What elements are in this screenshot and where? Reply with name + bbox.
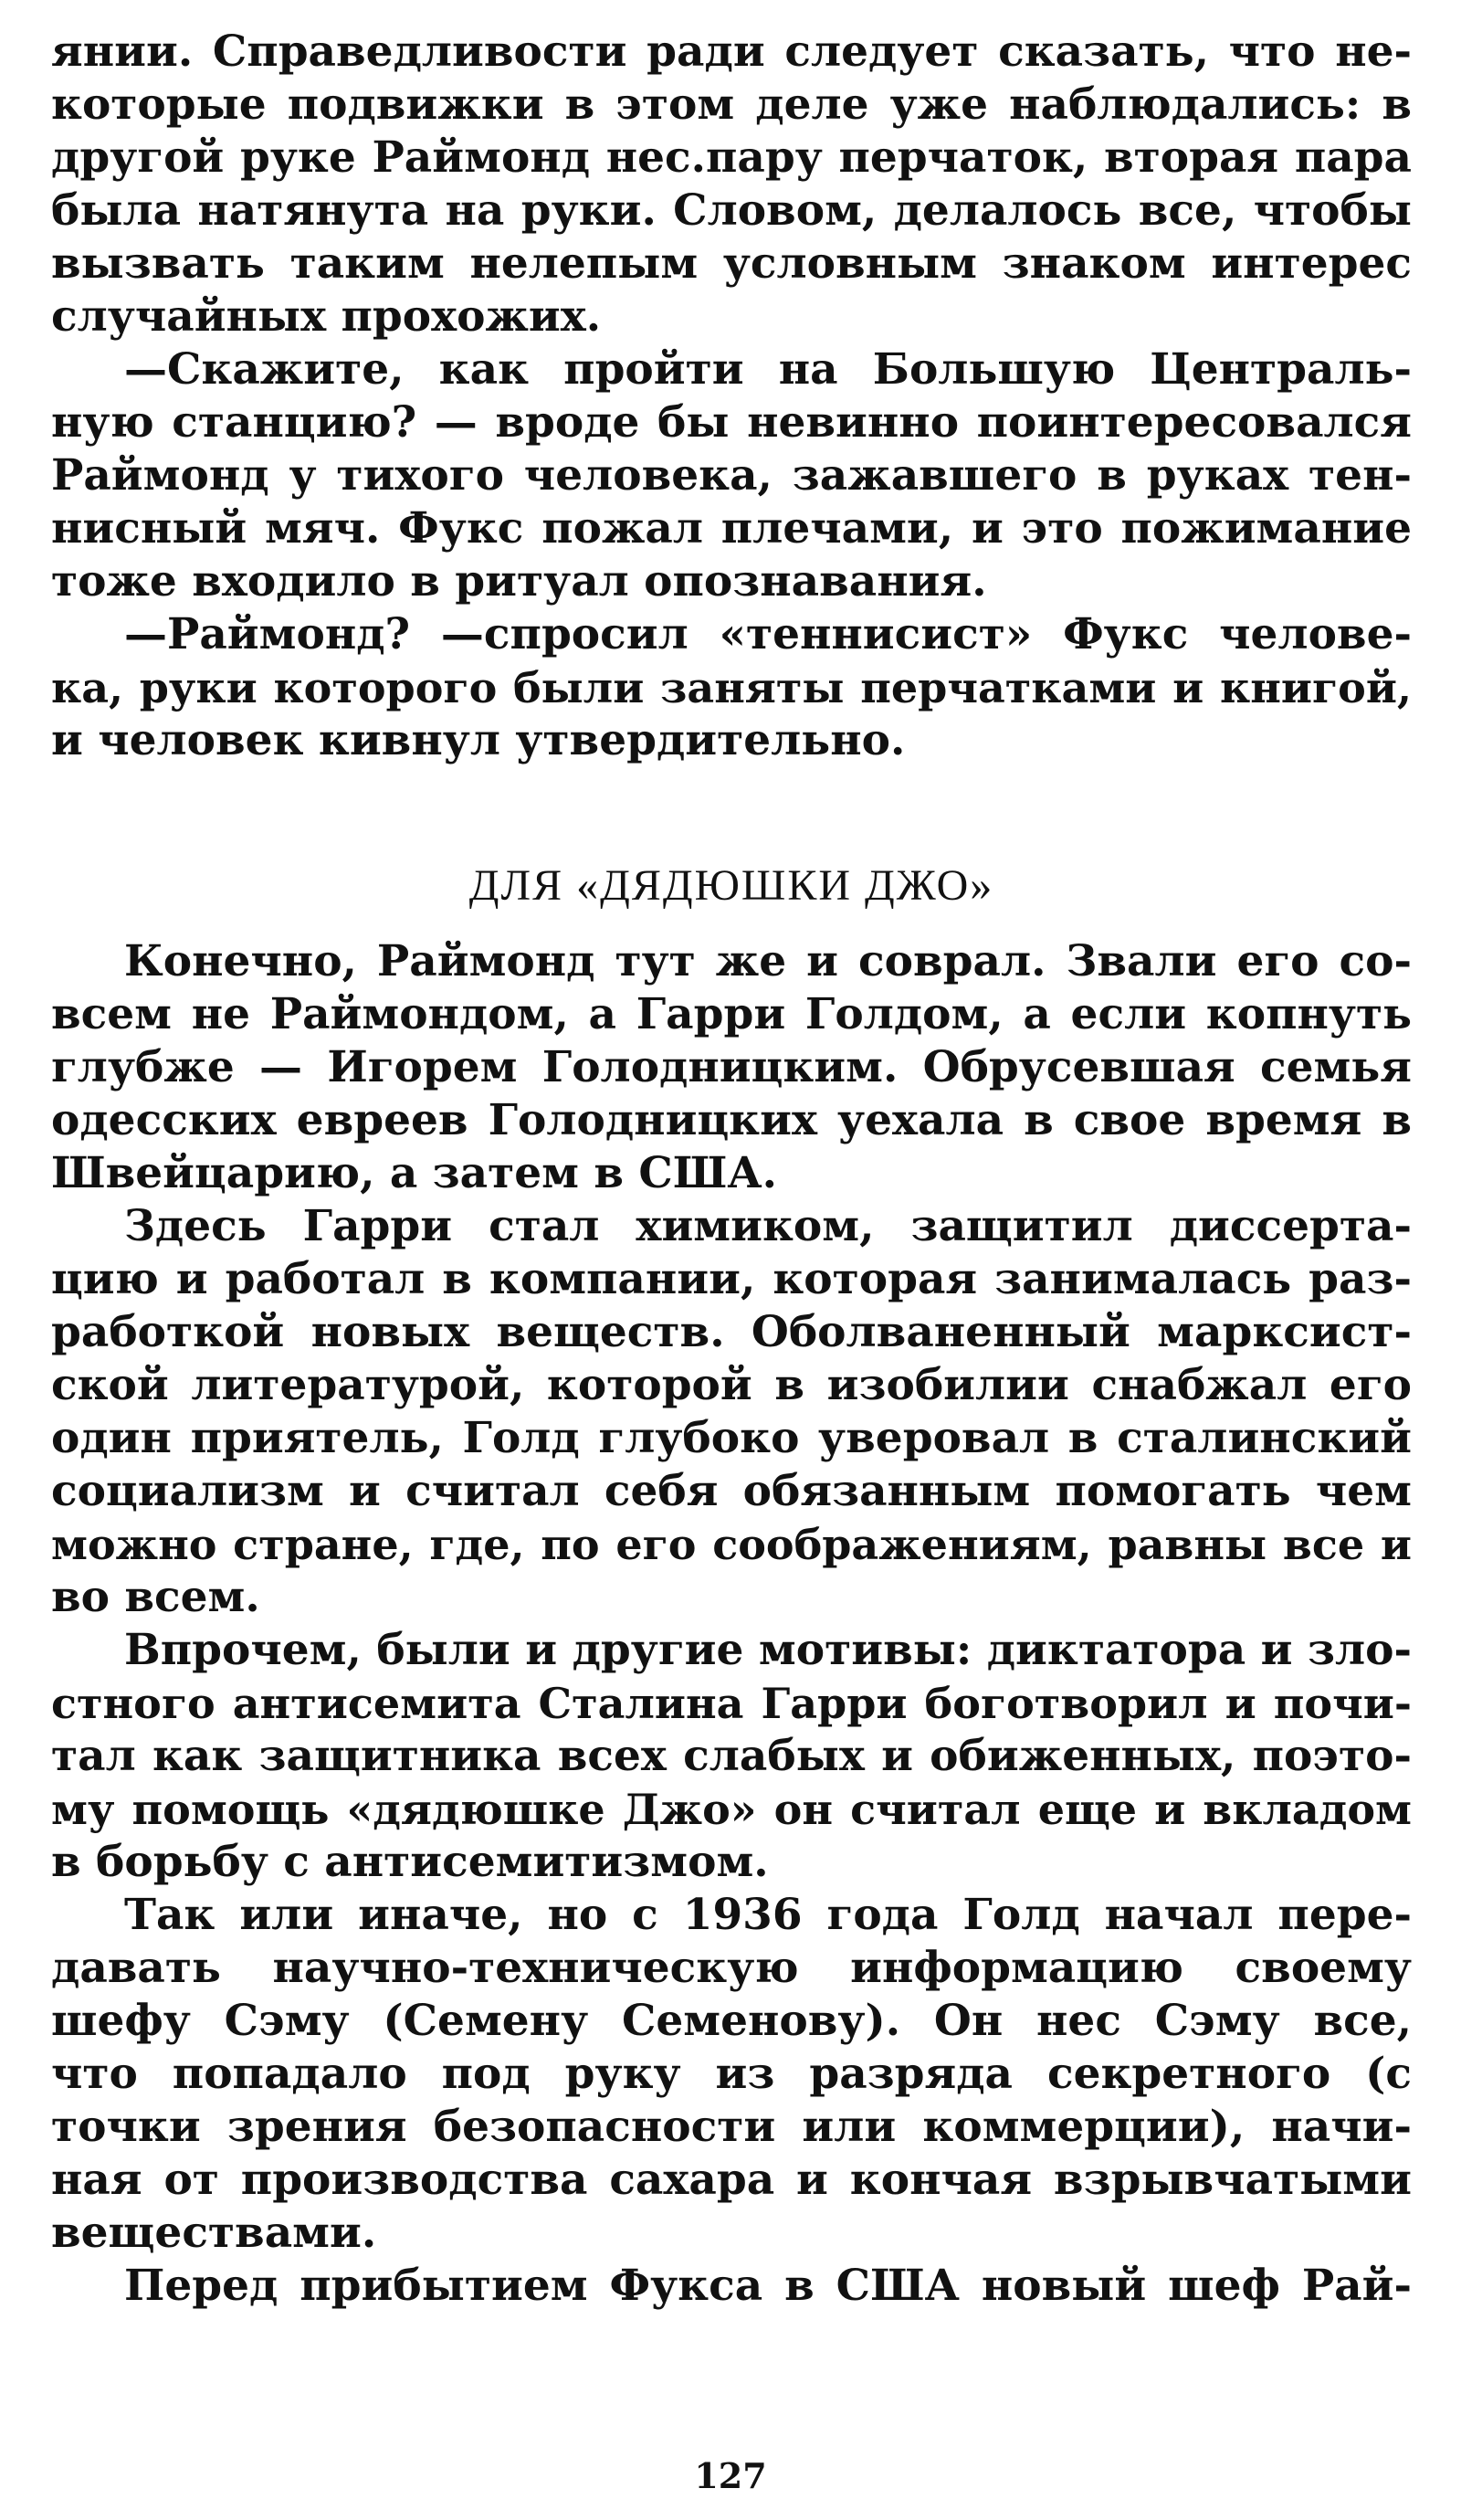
text-line: ную станцию? — вроде бы невинно поинтересовался xyxy=(51,397,1412,448)
text-line: Конечно, Раймонд тут же и соврал. Звали его со- xyxy=(124,936,1412,986)
text-line: ской литературой, которой в изобилии снабжал его xyxy=(51,1360,1412,1410)
text-line: глубже — Игорем Голодницким. Обрусевшая семья xyxy=(51,1042,1412,1092)
text-line: Швейцарию, а затем в США. xyxy=(51,1148,777,1198)
text-line: была натянута на руки. Словом, делалось все, чтобы xyxy=(51,185,1412,236)
text-line: Здесь Гарри стал химиком, защитил диссерта- xyxy=(124,1201,1412,1251)
text-line: другой руке Раймонд нес.пару перчаток, вторая пара xyxy=(51,132,1412,183)
section-text-block xyxy=(51,935,1412,2313)
text-line: что попадало под руку из разряда секретного (с xyxy=(51,2049,1412,2099)
text-line: одесских евреев Голодницких уехала в свое время в xyxy=(51,1095,1412,1145)
page-number: 127 xyxy=(694,2455,767,2496)
text-line: —Скажите, как пройти на Большую Централь- xyxy=(124,344,1412,395)
paragraph xyxy=(51,2260,1412,2313)
text-line: му помощь «дядюшке Джо» он считал еще и вкладом xyxy=(51,1785,1412,1834)
text-line: Раймонд у тихого человека, зажавшего в руках тен- xyxy=(51,450,1412,501)
text-line: социализм и считал себя обязанным помогать чем xyxy=(51,1466,1412,1516)
section-heading: ДЛЯ «ДЯДЮШКИ ДЖО» xyxy=(468,861,994,910)
text-line: веществами. xyxy=(51,2208,377,2258)
section-spacer xyxy=(51,767,1412,859)
text-line: янии. Справедливости ради следует сказать, что не- xyxy=(51,26,1412,77)
paragraph xyxy=(51,1889,1412,2260)
text-line: —Раймонд? —спросил «теннисист» Фукс челове- xyxy=(124,609,1412,659)
text-line: Перед прибытием Фукса в США новый шеф Рай- xyxy=(124,2261,1412,2311)
text-line: вызвать таким нелепым условным знаком интерес xyxy=(51,238,1412,289)
text-line: Впрочем, были и другие мотивы: диктатора и зло- xyxy=(124,1625,1412,1675)
text-line: нисный мяч. Фукс пожал плечами, и это пожимание xyxy=(51,503,1412,554)
text-line: можно стране, где, по его соображениям, равны все и xyxy=(51,1520,1412,1569)
text-line: ка, руки которого были заняты перчатками и книгой, xyxy=(51,663,1412,712)
text-line: во всем. xyxy=(51,1572,260,1622)
text-line: Так или иначе, но с 1936 года Голд начал пере- xyxy=(124,1890,1412,1940)
text-line: тоже входило в ритуал опознавания. xyxy=(51,556,987,606)
text-line: один приятель, Голд глубоко уверовал в сталинский xyxy=(51,1413,1412,1463)
text-line: ная от производства сахара и кончая взрывчатыми xyxy=(51,2155,1412,2205)
text-line: всем не Раймондом, а Гарри Голдом, а если копнуть xyxy=(51,989,1412,1039)
text-line: стного антисемита Сталина Гарри боготворил и почи- xyxy=(51,1679,1412,1728)
paragraph xyxy=(51,343,1412,608)
text-line: в борьбу с антисемитизмом. xyxy=(51,1837,769,1887)
top-text-block xyxy=(51,26,1412,767)
text-line: точки зрения безопасности или коммерции), начи- xyxy=(51,2102,1412,2152)
paragraph xyxy=(51,1624,1412,1889)
paragraph xyxy=(51,608,1412,767)
text-line: давать научно-техническую информацию своему xyxy=(51,1943,1412,1993)
page-body xyxy=(51,26,1412,2313)
paragraph xyxy=(51,935,1412,1200)
text-line: случайных прохожих. xyxy=(51,291,602,342)
text-line: и человек кивнул утвердительно. xyxy=(51,715,906,765)
paragraph xyxy=(51,26,1412,343)
text-line: которые подвижки в этом деле уже наблюдались: в xyxy=(51,79,1412,130)
text-line: тал как защитника всех слабых и обиженных, поэто- xyxy=(51,1731,1412,1781)
text-line: работкой новых веществ. Оболваненный марксист- xyxy=(51,1307,1412,1357)
paragraph xyxy=(51,1200,1412,1624)
text-line: цию и работал в компании, которая занималась раз- xyxy=(51,1254,1412,1304)
text-line: шефу Сэму (Семену Семенову). Он нес Сэму все, xyxy=(51,1996,1412,2046)
